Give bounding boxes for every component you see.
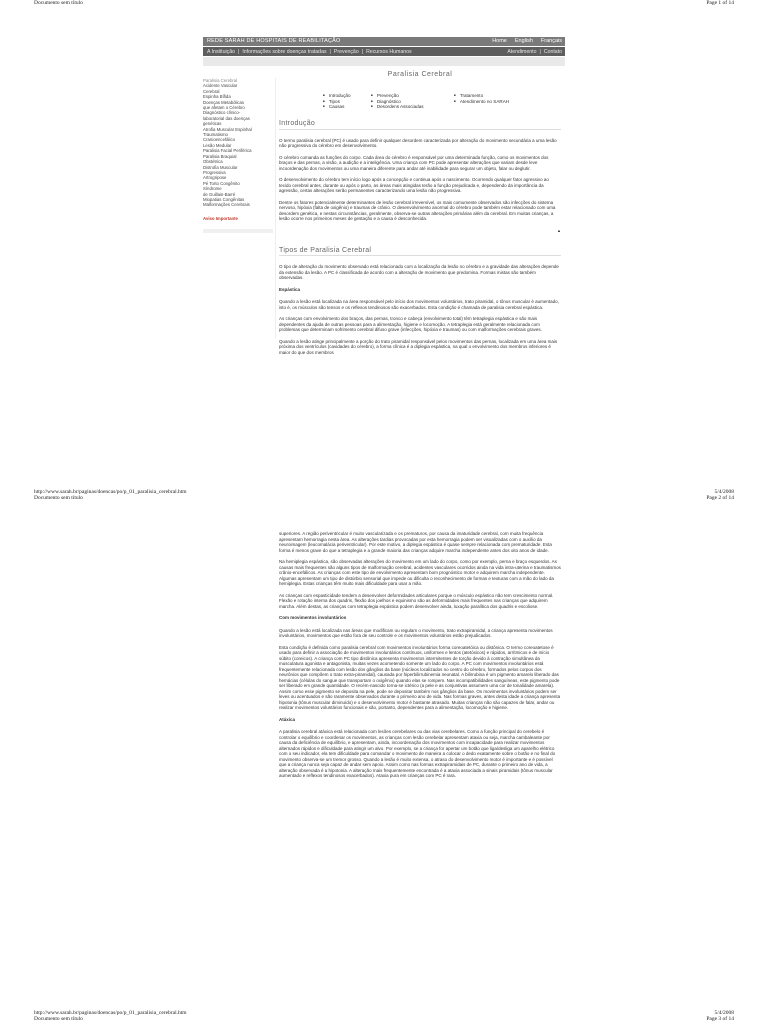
- paragraph: Na hemiplegia espástica, são observadas alterações do movimento em um lado do corpo, como por exemplo, perna e braço esquerdos. As causas mais frequentes são alguns tipos de malformação cerebral, acidentes vasculares ocorridos ainda na vida intra-uterina e traumatismos crânio-encefálicos. As crianças com este tipo de envolvimento apresentam bom prognóstico motor e adquirem marcha independente. Algumas apresentam um tipo de distúrbio sensorial que impede ou dificulta o reconhecimento de formas e texturas com a mão do lado da hemiplegia. Estas crianças têm muito mais dificuldade para usar a mão.: [279, 559, 561, 586]
- nav-doencas[interactable]: Informações sobre doenças tratadas: [242, 48, 327, 55]
- toc-link-introducao[interactable]: ■ Introdução: [323, 93, 351, 99]
- sidebar-item[interactable]: Distrofia Muscular: [203, 164, 238, 170]
- sidebar-item[interactable]: Obstétrica: [203, 159, 223, 165]
- print-page-number: Page 2 of 14: [706, 495, 734, 501]
- back-to-top-arrow[interactable]: ▲: [557, 227, 561, 233]
- nav-separator: |: [361, 48, 364, 55]
- paragraph: Quando a lesão está localizada na área responsável pelo início dos movimentos voluntários, trato piramidal, o tônus muscular é aumentado, isto é, os músculos são tensos e os reflexos tendinosos são exacerbados. Esta condição é chamada de paralisia cerebral espástica.: [279, 299, 559, 310]
- sidebar: [203, 78, 275, 233]
- print-page-number: Page 1 of 14: [706, 0, 734, 6]
- sidebar-item[interactable]: Pé Torto Congênito: [203, 180, 240, 186]
- nav-separator: |: [539, 48, 541, 55]
- paragraph: As crianças com espasticidade tendem a desenvolver deformidades articulares porque o músculo espástico não tem crescimento normal. Flexão e rotação interna dos quadris, flexão dos joelhos e equinismo são as deformidades mais frequentes nas crianças que adquirem marcha. Além destas, as crianças com tetraplegia espástica podem desenvolver ainda, luxação paralítica dos quadris e escoliose.: [279, 592, 554, 609]
- home-link[interactable]: Home: [492, 38, 507, 44]
- section-heading-tipos: Tipos de Paralisia Cerebral: [279, 248, 561, 257]
- language-links: [492, 38, 562, 44]
- sidebar-item[interactable]: Atrofia Muscular Espinhal: [203, 126, 252, 132]
- sidebar-box: [203, 229, 273, 233]
- secondary-nav: [507, 49, 562, 55]
- sidebar-item[interactable]: Doenças Metabólicas: [203, 99, 245, 105]
- nav-contato[interactable]: Contato: [543, 48, 562, 55]
- paragraph: O cérebro comanda as funções do corpo. Cada área do cérebro é responsável por uma determinada função, como os movimentos dos braços e das pernas, a visão, a audição e a inteligência. Uma criança com PC pode apresentar alterações que variam desde leve incoordenação dos movimentos ou uma maneira diferente para andar até inabilidade para segurar um objeto, falar ou deglutir.: [279, 154, 549, 171]
- page-2-content: [279, 531, 561, 785]
- print-footer-url: http://www.sarah.br/paginas/doencas/po/p_01_paralisia_cerebral.htm: [34, 1010, 187, 1016]
- sidebar-item[interactable]: laboratorial das doenças: [203, 115, 250, 121]
- print-header-title: Documento sem título: [34, 495, 83, 501]
- sidebar-item[interactable]: Síndrome: [203, 186, 222, 192]
- paragraph: Dentre os fatores potencialmente determinantes de lesão cerebral irreversível, os mais comumente observados são infecções do sistema nervoso, hipóxia (falta de oxigênio) e traumas de crânio. O desenvolvimento anormal do cérebro pode também estar relacionado com uma desordem genética, e nestas circunstâncias, geralmente, observa-se outras alterações primárias além da cerebral. Em muitas crianças, a lesão ocorre nos primeiros meses de gestação e a causa é desconhecida.: [279, 199, 556, 221]
- subheading-espastica: Espástica: [279, 286, 301, 292]
- paragraph: O termo paralisia cerebral (PC) é usado para definir qualquer desordem caracterizada por alteração do movimento secundária a uma lesão não progressiva do cérebro em desenvolvimento.: [279, 137, 557, 148]
- print-page-number: Page 3 of 14: [706, 1016, 734, 1022]
- toc-link-tratamento[interactable]: ■ Tratamento: [454, 93, 509, 99]
- sidebar-item[interactable]: de Guillain-Barré: [203, 191, 236, 197]
- sidebar-item[interactable]: Espinha Bífida: [203, 94, 231, 100]
- sidebar-item[interactable]: Progressiva: [203, 169, 226, 175]
- print-header-title: Documento sem título: [34, 0, 83, 6]
- toc-column: [371, 93, 424, 110]
- sidebar-item[interactable]: Paralisia Braquial: [203, 153, 237, 159]
- sidebar-item[interactable]: Cranioencefálico: [203, 137, 236, 143]
- toc-column: [454, 93, 509, 104]
- paragraph: Quando a lesão está localizada nas áreas que modificam ou regulam o movimento, trato extrapiramidal, a criança apresenta movimentos involuntários, movimentos que estão fora de seu controle e os movimentos voluntários estão prejudicados.: [279, 627, 553, 638]
- sidebar-item[interactable]: que afetam o Cérebro: [203, 105, 245, 111]
- sidebar-item[interactable]: Artrogripose: [203, 175, 227, 181]
- sidebar-item[interactable]: Acidente Vascular: [203, 83, 238, 89]
- paragraph: Esta condição é definida como paralisia cerebral com movimentos involuntários forma coreoatetóica ou distônica. O termo coreoatetose é usado para definir a associação de movimentos involuntários contínuos, uniformes e lentos (atetósicos) e rápidos, arrítmicos e de início súbito (coreicos). A criança com PC tipo distônica apresenta movimentos intermitentes de torção devido à contração simultânea da musculatura agonista e antagonista, muitas vezes acometendo somente um lado do corpo. A PC com movimentos involuntários está frequentemente relacionada com lesão dos gânglios da base (núcleos localizados no centro do cérebro, formados pelos corpos dos neurônios que compõem o trato extra-piramidal), causada por hiperbilirrubinemia neonatal. A bilirrubina é um pigmento amarelo liberado das hemácias (células do sangue que transportam o oxigênio) quando elas se rompem. Nas incompatibilidades sanguíneas, este pigmento pode ser liberado em grande quantidade. O recém-nascido torna-se ictérico (a pele e as conjuntivas assumem uma cor de tonalidade amarela). Assim como esse pigmento se deposita na pele, pode se depositar também nos gânglios da base. Os movimentos involuntários podem ser leves ou acentuados e são raramente observados durante o primeiro ano de vida. Nas formas graves, antes desta idade a criança apresenta hipotonia (tônus muscular diminuído) e o desenvolvimento motor é bastante atrasado. Muitas crianças não são capazes de falar, andar ou realizar movimentos voluntários funcionais e são, portanto, dependentes para a alimentação, locomoção e higiene.: [279, 644, 561, 710]
- sidebar-item-paralisia-cerebral[interactable]: Paralisia Cerebral: [203, 78, 238, 83]
- toc-link-atendimento[interactable]: ■ Atendimento no SARAH: [454, 99, 509, 105]
- english-link[interactable]: English: [514, 38, 533, 44]
- site-nav-bar: [203, 47, 565, 56]
- sidebar-item[interactable]: Malformações Cerebrais: [203, 202, 250, 208]
- header-shade: [203, 57, 565, 66]
- main-nav: [207, 49, 412, 55]
- paragraph: O desenvolvimento do cérebro tem início logo após a concepção e continua após o nascimento. Ocorrendo qualquer fator agressivo ao tecido cerebral antes, durante ou após o parto, as áreas mais atingidas terão a função prejudicada e, dependendo da importância da agressão, certas alterações serão permanentes caracterizando uma lesão não progressiva.: [279, 177, 549, 193]
- main-content: [279, 72, 561, 361]
- subheading-movimentos-involuntarios: Com movimentos involuntários: [279, 615, 347, 620]
- nav-prevencao[interactable]: Prevenção: [333, 48, 359, 55]
- sarah-site: [203, 37, 565, 355]
- paragraph: O tipo de alteração do movimento observado está relacionado com a localização da lesão no cérebro e a gravidade das alterações depende da extensão da lesão. A PC é classificada de acordo com a alteração de movimento que predomina. Formas mistas são também observadas.: [279, 264, 559, 280]
- toc-link-causas[interactable]: ■ Causas: [323, 104, 351, 110]
- sidebar-item[interactable]: Cerebral: [203, 88, 220, 94]
- site-top-bar: [203, 37, 565, 46]
- page-title: Paralisia Cerebral: [387, 71, 453, 78]
- sidebar-item[interactable]: Lesão Medular: [203, 142, 232, 148]
- print-header-title: Documento sem título: [34, 1016, 83, 1022]
- aviso-importante-link[interactable]: Aviso Importante: [203, 215, 238, 221]
- subheading-ataxica: Atáxica: [279, 716, 296, 722]
- paragraph: As crianças com envolvimento dos braços, das pernas, tronco e cabeça (envolvimento total) têm tetraplegia espástica e são mais dependentes da ajuda de outras pessoas para a alimentação, higiene e locomoção. A tetraplegia está geralmente relacionada com problemas que determinam sofrimento cerebral difuso grave (infecções, hipóxia e traumas) ou com malformações cerebrais graves.: [279, 316, 542, 332]
- toc-column: [323, 93, 351, 110]
- sidebar-item[interactable]: Traumatismo: [203, 132, 228, 138]
- nav-separator: |: [329, 48, 331, 55]
- site-brand[interactable]: REDE SARAH DE HOSPITAIS DE REABILITAÇÃO: [207, 38, 341, 44]
- francais-link[interactable]: Français: [540, 38, 562, 44]
- nav-separator: |: [237, 48, 240, 55]
- nav-atendimento[interactable]: Atendimento: [507, 48, 537, 55]
- table-of-contents: [279, 93, 561, 115]
- sidebar-item[interactable]: Miopatias Congênitas: [203, 196, 245, 202]
- toc-link-diagnostico[interactable]: ■ Diagnóstico: [371, 99, 424, 105]
- toc-link-tipos[interactable]: ■ Tipos: [323, 99, 351, 105]
- print-footer-url: http://www.sarah.br/paginas/doencas/po/p_01_paralisia_cerebral.htm: [34, 489, 187, 495]
- nav-instituicao[interactable]: A Instituição: [207, 48, 235, 55]
- sidebar-item[interactable]: Diagnóstico clínico-: [203, 110, 241, 116]
- sidebar-item[interactable]: genéticas: [203, 121, 222, 127]
- print-footer-date: 5/4/2008: [714, 1010, 734, 1016]
- paragraph: superiores. A região periventricular é muito vascularizada e os prematuros, por causa da imaturidade cerebral, com muita frequência apresentam hemorragia nesta área. As alterações tardias provocadas por esta hemorragia podem ser visualizadas com o auxílio da neuroimagem (leucomalácia periventricular). Por este motivo, a diplegia espástica é quase sempre relacionada com prematuridade. Esta forma é menos grave do que a tetraplegia e a grande maioria das crianças adquire marcha independente antes dos oito anos de idade.: [279, 531, 552, 553]
- sidebar-item[interactable]: Paralisia Facial Periférica: [203, 148, 252, 154]
- toc-link-desordens[interactable]: ■ Desordens Associadas: [371, 104, 424, 110]
- paragraph: Quando a lesão atinge principalmente a porção do trato piramidal responsável pelos movimentos das pernas, localizada em uma área mais próxima dos ventrículos (cavidades do cérebro), a forma clínica é a diplegia espástica, na qual o envolvimento dos membros inferiores é maior do que dos membros: [279, 338, 558, 355]
- paragraph: A paralisia cerebral atáxica está relacionada com lesões cerebelares ou das vias cerebelares. Como a função principal do cerebelo é controlar o equilíbrio e coordenar os movimentos, as crianças com lesão cerebelar apresentam ataxia ou seja, marcha cambaleante por causa da deficiência de equilíbrio, e apresentam, ainda, incoordenação dos movimentos com incapacidade para realizar movimentos alternados rápidos e dificuldade para atingir um alvo. Por exemplo, se a criança for apertar um botão que liga/desliga um aparelho elétrico com o seu indicador, ela tem dificuldade para comandar o movimento de maneira a colocar o dedo exatamente sobre o botão e no final do movimento observa-se um tremor grosso. Quando a lesão é muito extensa, o atraso do desenvolvimento motor é importante e é possível que a criança nunca seja capaz de andar sem apoio. Assim como nas formas extrapiramidais de PC, durante o primeiro ano de vida, a alteração observada é a hipotonia. A alteração mais frequentemente encontrada é a ataxia associada a sinais piramidais (tônus muscular aumentado e reflexos tendinosos exacerbados). Ataxia pura em crianças com PC é rara.: [279, 729, 556, 778]
- print-footer-date: 5/4/2008: [714, 489, 734, 495]
- column-divider: [275, 78, 276, 338]
- section-heading-introducao: Introdução: [279, 121, 561, 130]
- nav-recursos-humanos[interactable]: Recursos Humanos: [366, 48, 412, 55]
- toc-link-prevencao[interactable]: ■ Prevenção: [371, 93, 424, 99]
